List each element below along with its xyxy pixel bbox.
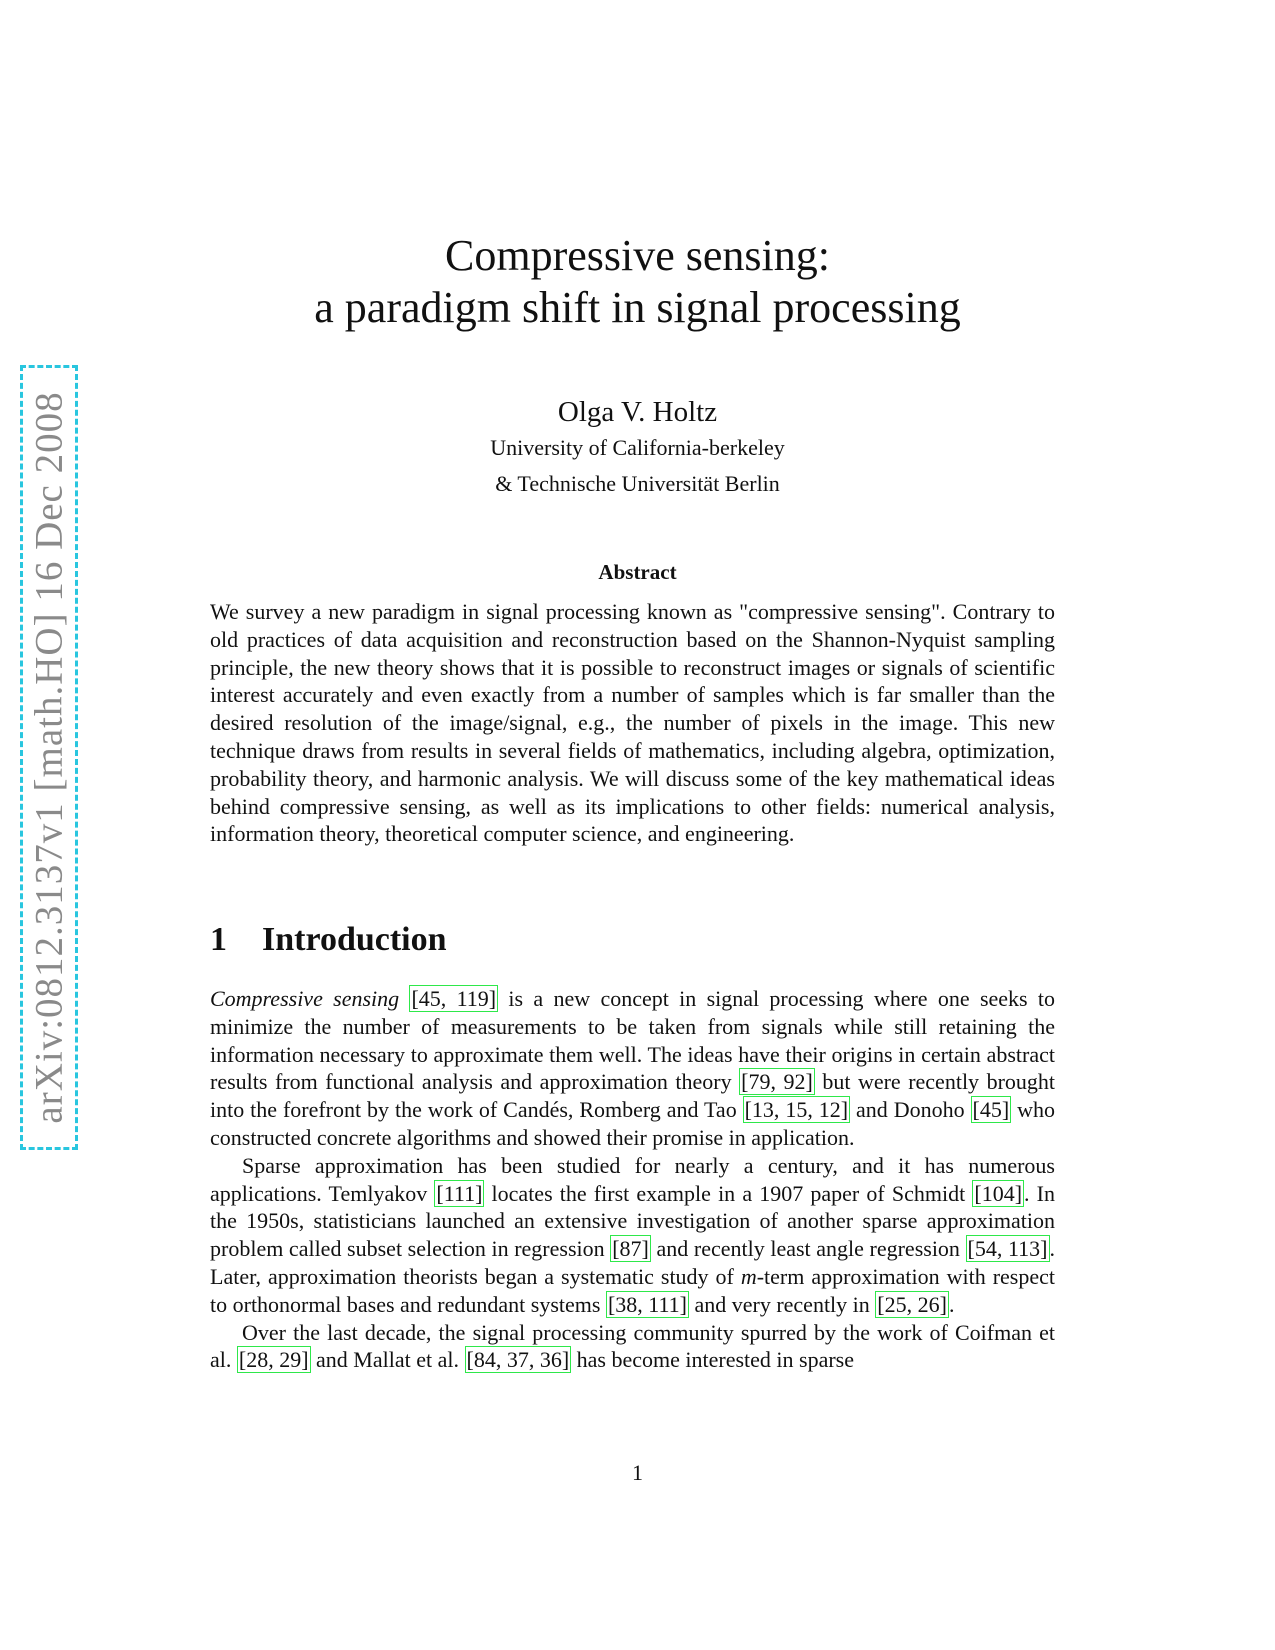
paragraph-3 bbox=[210, 1319, 1055, 1375]
math-variable: m bbox=[740, 1263, 757, 1289]
arxiv-identifier: arXiv:0812.3137v1 [math.HO] 16 Dec 2008 bbox=[27, 391, 71, 1124]
citation-link[interactable]: [25, 26] bbox=[877, 1291, 947, 1317]
citation-link[interactable]: [79, 92] bbox=[741, 1069, 813, 1095]
affiliation-2: & Technische Universität Berlin bbox=[495, 471, 780, 496]
paper-title-line-2: a paradigm shift in signal processing bbox=[314, 283, 961, 332]
citation-link[interactable]: [54, 113] bbox=[967, 1236, 1048, 1262]
affiliation-1: University of California-berkeley bbox=[490, 435, 785, 460]
text-run: but were recently brought into the forefront by the work of Candés, Romberg and Tao bbox=[210, 1069, 1056, 1123]
abstract-heading: Abstract bbox=[598, 560, 677, 584]
author-name: Olga V. Holtz bbox=[557, 396, 718, 428]
text-run bbox=[399, 986, 409, 1011]
text-run: and recently least angle regression bbox=[650, 1236, 966, 1262]
section-number: 1 bbox=[210, 921, 227, 958]
text-run: -term approximation with respect to orthonormal bases and redundant systems bbox=[210, 1263, 1055, 1317]
citation-link[interactable]: [87] bbox=[612, 1236, 649, 1262]
citation-link[interactable]: [111] bbox=[436, 1180, 483, 1206]
citation-link[interactable]: [28, 29] bbox=[238, 1347, 309, 1373]
text-run: who constructed concrete algorithms and showed their promise in application. bbox=[210, 1097, 1055, 1150]
citation-link[interactable]: [13, 15, 12] bbox=[744, 1097, 849, 1123]
section-heading bbox=[210, 920, 447, 960]
citation-link[interactable]: [38, 111] bbox=[607, 1291, 687, 1317]
arxiv-stamp bbox=[20, 365, 78, 1150]
text-run: and Donoho bbox=[850, 1097, 971, 1123]
citation-link[interactable]: [104] bbox=[974, 1180, 1023, 1206]
paragraph-2 bbox=[210, 1152, 1055, 1319]
citation-link[interactable]: [45] bbox=[972, 1097, 1010, 1123]
title-block bbox=[210, 230, 1065, 502]
body-text bbox=[210, 985, 1055, 1374]
text-run: is a new concept in signal processing where one seeks to minimize the number of measurements to be taken from signals while still retaining the information necessary to approximate them well. The ideas have their origins in certain abstract results from functional analysis and approximation theory bbox=[210, 986, 1056, 1095]
paper-title-line-1: Compressive sensing: bbox=[445, 231, 830, 280]
paragraph-1 bbox=[210, 985, 1055, 1152]
abstract-text: We survey a new paradigm in signal processing known as "compressive sensing". Contrary to old practices of data acquisition and reconstruction based on the Shannon-Nyquist sampling principle, the new theory shows that it is possible to reconstruct images or signals of scientific interest accurately and even exactly from a number of samples which is far smaller than the desired resolution of the image/signal, e.g., the number of pixels in the image. This new technique draws from results in several fields of mathematics, including algebra, optimization, probability theory, and harmonic analysis. We will discuss some of the key mathematical ideas behind compressive sensing, as well as its implications to other fields: numerical analysis, information theory, theoretical computer science, and engineering. bbox=[210, 599, 1055, 847]
text-run: Over the last decade, the signal processing community spurred by the work of Coifman et al. bbox=[210, 1319, 1055, 1373]
section-title: Introduction bbox=[262, 921, 447, 958]
text-run: . bbox=[948, 1291, 955, 1317]
citation-link[interactable]: [84, 37, 36] bbox=[466, 1347, 570, 1373]
text-run: has become interested in sparse bbox=[571, 1347, 854, 1373]
text-run: and Mallat et al. bbox=[310, 1347, 465, 1373]
text-run: Sparse approximation has been studied for nearly a century, and it has numerous applications. Temlyakov bbox=[210, 1152, 1055, 1206]
page-number: 1 bbox=[632, 1460, 643, 1485]
text-run: and very recently in bbox=[688, 1291, 876, 1317]
emphasized-term: Compressive sensing bbox=[210, 986, 400, 1011]
citation-link[interactable]: [45, 119] bbox=[411, 986, 497, 1011]
text-run: . Later, approximation theorists began a systematic study of bbox=[210, 1236, 1055, 1289]
text-run: locates the first example in a 1907 paper of Schmidt bbox=[484, 1180, 973, 1206]
text-run: . In the 1950s, statisticians launched an extensive investigation of another sparse approximation problem called subset selection in regression bbox=[210, 1180, 1056, 1262]
